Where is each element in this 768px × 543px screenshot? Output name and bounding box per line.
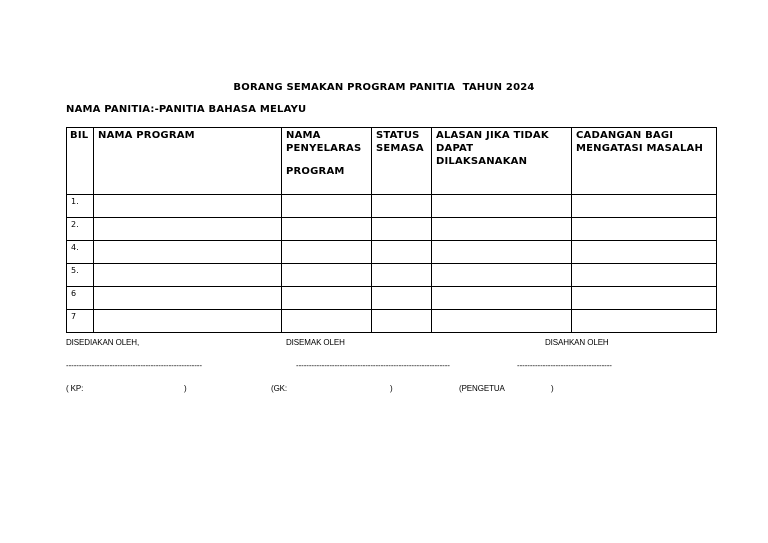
- row-number-cell: [67, 218, 94, 241]
- cell-cadangan[interactable]: [572, 287, 717, 310]
- cell-status-semasa[interactable]: [372, 310, 432, 333]
- cell-nama-penyelaras[interactable]: [282, 310, 372, 333]
- header-cadangan: CADANGAN BAGI MENGATASI MASALAH: [572, 128, 717, 195]
- row-number: 2.: [71, 220, 79, 229]
- row-number-cell: [67, 195, 94, 218]
- panitia-label: NAMA PANITIA:-PANITIA BAHASA MELAYU: [66, 104, 307, 115]
- cell-alasan[interactable]: [432, 195, 572, 218]
- disemak-oleh-label: DISEMAK OLEH: [286, 338, 345, 347]
- header-alasan: ALASAN JIKA TIDAK DAPAT DILAKSANAKAN: [432, 128, 572, 195]
- cell-alasan[interactable]: [432, 287, 572, 310]
- kp-open: ( KP:: [66, 384, 84, 393]
- gk-open: (GK:: [271, 384, 288, 393]
- cell-cadangan[interactable]: [572, 195, 717, 218]
- signature-line-middle: ------------------------------------------------------------: [296, 361, 450, 370]
- row-number-cell: [67, 310, 94, 333]
- row-number: 7: [71, 312, 77, 321]
- cell-nama-program[interactable]: [94, 310, 282, 333]
- header-program-label: PROGRAM: [286, 166, 345, 177]
- disediakan-oleh-label: DISEDIAKAN OLEH,: [66, 338, 140, 347]
- cell-nama-program[interactable]: [94, 195, 282, 218]
- cell-nama-penyelaras[interactable]: [282, 195, 372, 218]
- cell-alasan[interactable]: [432, 310, 572, 333]
- row-number: 5.: [71, 266, 79, 275]
- cell-nama-program[interactable]: [94, 218, 282, 241]
- row-number: 6: [71, 289, 77, 298]
- pengetua-close: ): [551, 384, 554, 393]
- gk-close: ): [390, 384, 393, 393]
- row-number-cell: [67, 287, 94, 310]
- row-number-cell: [67, 264, 94, 287]
- header-status-semasa: STATUS SEMASA: [372, 128, 432, 195]
- header-penyelaras-label: NAMA PENYELARAS: [286, 130, 362, 154]
- cell-nama-program[interactable]: [94, 264, 282, 287]
- cell-nama-penyelaras[interactable]: [282, 287, 372, 310]
- table-row: [67, 287, 717, 310]
- cell-nama-program[interactable]: [94, 287, 282, 310]
- cell-status-semasa[interactable]: [372, 195, 432, 218]
- cell-nama-penyelaras[interactable]: [282, 218, 372, 241]
- cell-cadangan[interactable]: [572, 264, 717, 287]
- row-number-cell: [67, 241, 94, 264]
- cell-cadangan[interactable]: [572, 218, 717, 241]
- cell-nama-program[interactable]: [94, 241, 282, 264]
- form-title: BORANG SEMAKAN PROGRAM PANITIA TAHUN 2024: [233, 82, 535, 93]
- cell-status-semasa[interactable]: [372, 241, 432, 264]
- row-number: 4.: [71, 243, 79, 252]
- cell-alasan[interactable]: [432, 264, 572, 287]
- cell-cadangan[interactable]: [572, 310, 717, 333]
- signature-line-left: -----------------------------------------------------: [66, 361, 202, 370]
- table-row: [67, 264, 717, 287]
- table-row: [67, 241, 717, 264]
- table-row: [67, 310, 717, 333]
- table-row: [67, 195, 717, 218]
- header-nama-penyelaras: [282, 128, 372, 195]
- program-review-table: [66, 127, 717, 333]
- disahkan-oleh-label: DISAHKAN OLEH: [545, 338, 609, 347]
- cell-alasan[interactable]: [432, 241, 572, 264]
- cell-status-semasa[interactable]: [372, 287, 432, 310]
- cell-nama-penyelaras[interactable]: [282, 241, 372, 264]
- kp-close: ): [184, 384, 187, 393]
- cell-nama-penyelaras[interactable]: [282, 264, 372, 287]
- cell-alasan[interactable]: [432, 218, 572, 241]
- pengetua-open: (PENGETUA: [459, 384, 505, 393]
- table-header-row: [67, 128, 717, 195]
- signature-line-right: -------------------------------------: [517, 361, 612, 370]
- cell-status-semasa[interactable]: [372, 218, 432, 241]
- table-row: [67, 218, 717, 241]
- cell-cadangan[interactable]: [572, 241, 717, 264]
- header-bil: BIL: [67, 128, 94, 195]
- cell-status-semasa[interactable]: [372, 264, 432, 287]
- header-nama-program: NAMA PROGRAM: [94, 128, 282, 195]
- row-number: 1.: [71, 197, 79, 206]
